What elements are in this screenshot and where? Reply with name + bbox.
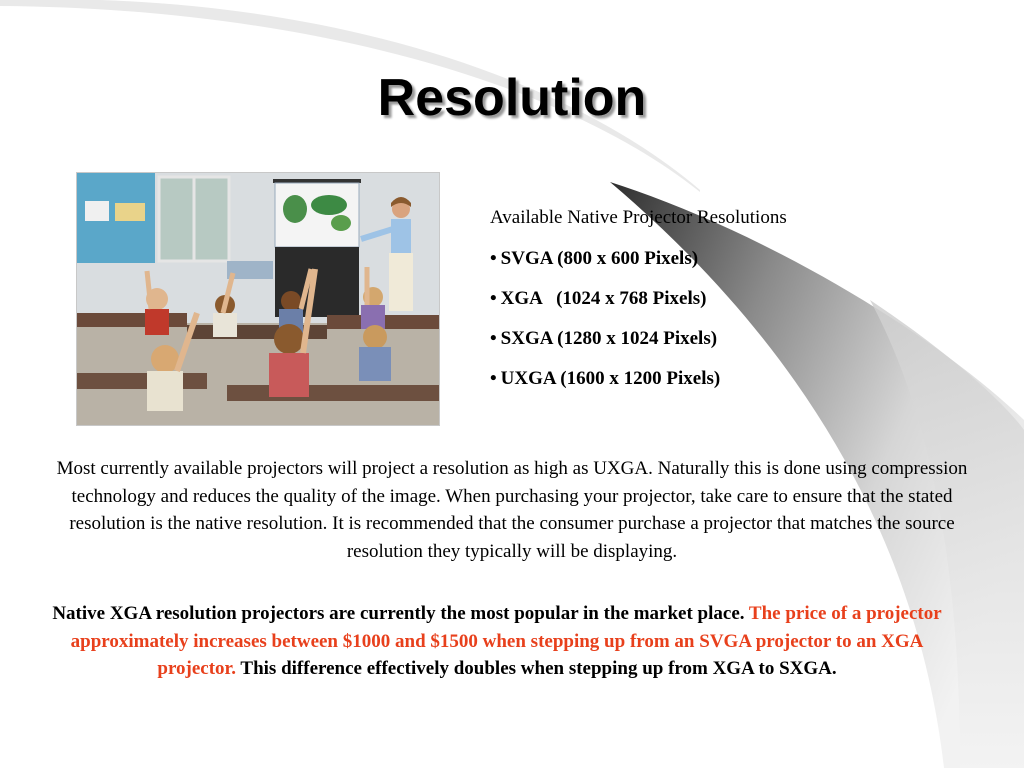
pricing-text-highlight: The price of a projector approximately increases between $1000 and $1500 when stepping up from an SVGA projector to an XGA projector. bbox=[70, 603, 942, 679]
resolution-label: SXGA (1280 x 1024 Pixels) bbox=[500, 328, 718, 349]
resolution-item-uxga bbox=[490, 367, 910, 391]
pricing-text-intro: Native XGA resolution projectors are currently the most popular in the market place. bbox=[52, 603, 749, 624]
slide-title: Resolution bbox=[377, 69, 647, 127]
resolution-label: SVGA (800 x 600 Pixels) bbox=[500, 248, 699, 269]
body-paragraph-compression: Most currently available projectors will project a resolution as high as UXGA. Naturally this is done using compression technology and reduces the quality of the image. When purchasing your projector, take care to ensure that the stated resolution is the native resolution. It is recommended that the consumer purchase a projector that matches the source resolution they typically will be displaying. bbox=[56, 458, 968, 562]
bullet: • bbox=[490, 288, 497, 309]
resolution-label: XGA (1024 x 768 Pixels) bbox=[500, 288, 707, 309]
resolution-list bbox=[490, 206, 910, 407]
classroom-photo bbox=[76, 172, 440, 426]
pricing-text-conclusion: This difference effectively doubles when stepping up from XGA to SXGA. bbox=[236, 658, 837, 679]
resolution-list-heading: Available Native Projector Resolutions bbox=[490, 207, 787, 228]
resolution-item-xga bbox=[490, 287, 910, 311]
body-paragraph-pricing bbox=[50, 600, 944, 683]
resolution-item-svga bbox=[490, 247, 910, 271]
resolution-item-sxga bbox=[490, 327, 910, 351]
resolution-label: UXGA (1600 x 1200 Pixels) bbox=[500, 368, 721, 389]
bullet: • bbox=[490, 328, 497, 349]
bullet: • bbox=[490, 248, 497, 269]
bullet: • bbox=[490, 368, 497, 389]
